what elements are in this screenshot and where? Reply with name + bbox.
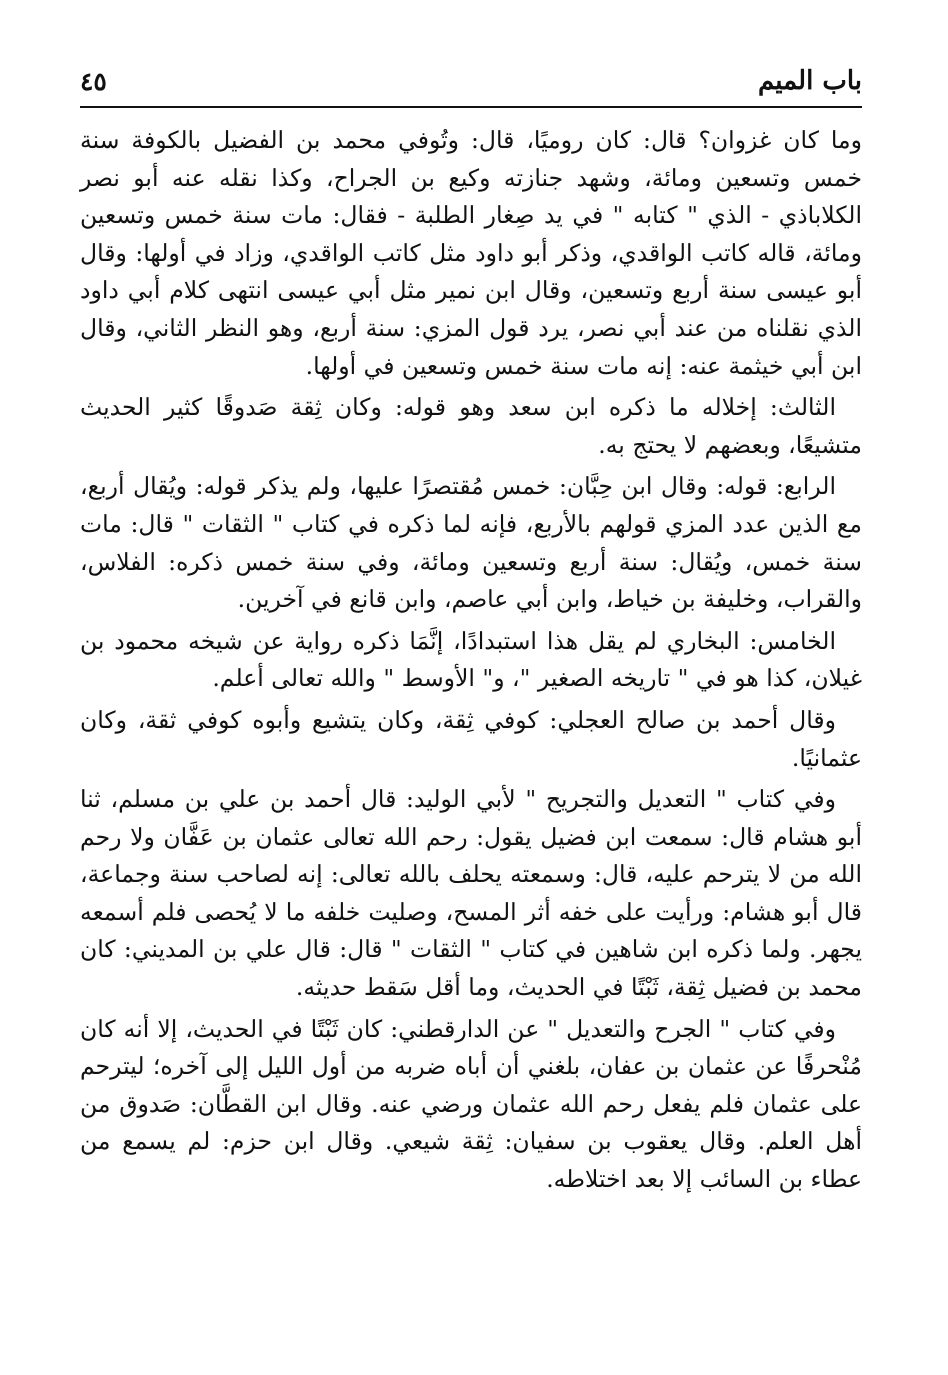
paragraph-5: وقال أحمد بن صالح العجلي: كوفي ثِقة، وكان يتشيع وأبوه كوفي ثقة، وكان عثمانيًا. xyxy=(80,705,862,772)
paragraph-6: وفي كتاب " التعديل والتجريح " لأبي الوليد: قال أحمد بن علي بن مسلم، ثنا أبو هشام قال: سمعت ابن فضيل يقول: رحم الله تعالى عثمان بن عَفَّان ولا رحم الله من لا يترحم عليه، قال: وسمعته يحلف بالله تعالى: إنه لصاحب سنة وجماعة، قال أبو هشام: ورأيت على خفه أثر المسح، وصليت خلفه ما لا يُحصى فلم أسمعه يجهر. ولما ذكره ابن شاهين في كتاب " الثقات " قال: قال علي بن المديني: كان محمد بن فضيل ثِقة، ثَبْتًا في الحديث، وما أقل سَقط حديثه. xyxy=(80,785,862,1002)
paragraph-7: وفي كتاب " الجرح والتعديل " عن الدارقطني: كان ثَبْتًا في الحديث، إلا أنه كان مُنْحرفًا عن عثمان بن عفان، بلغني أن أباه ضربه من أول الليل إلى آخره؛ ليترحم على عثمان فلم يفعل رحم الله عثمان ورضي عنه. وقال ابن القطَّان: صَدوق من أهل العلم. وقال يعقوب بن سفيان: ثِقة شيعي. وقال ابن حزم: لم يسمع من عطاء بن السائب إلا بعد اختلاطه. xyxy=(80,1014,862,1194)
paragraph-3: الرابع: قوله: وقال ابن حِبَّان: خمس مُقتصرًا عليها، ولم يذكر قوله: ويُقال أربع، مع الذين عدد المزي قولهم بالأربع، فإنه لما ذكره في كتاب " الثقات " قال: مات سنة خمس، ويُقال: سنة أربع وتسعين ومائة، وفي سنة خمس ذكره: الفلاس، والقراب، وخليفة بن خياط، وابن أبي عاصم، وابن قانع في آخرين. xyxy=(80,472,862,614)
page-body xyxy=(80,122,862,1199)
header-divider xyxy=(80,106,862,108)
paragraph-1: وما كان غزوان؟ قال: كان روميًا، قال: وتُوفي محمد بن الفضيل بالكوفة سنة خمس وتسعين ومائة، وشهد جنازته وكيع بن الجراح، وكذا نقله عنه أبو نصر الكلاباذي - الذي " كتابه " في يد صِغار الطلبة - فقال: مات سنة خمس وتسعين ومائة، قاله كاتب الواقدي، وذكر أبو داود مثل كاتب الواقدي، وزاد في أولها: وقال أبو عيسى سنة أربع وتسعين، وقال ابن نمير مثل أبي عيسى انتهى كلام أبي داود الذي نقلناه من عند أبي نصر، يرد قول المزي: سنة أربع، وهو النظر الثاني، وقال ابن أبي خيثمة عنه: إنه مات سنة خمس وتسعين في أولها. xyxy=(80,126,862,380)
paragraph-4: الخامس: البخاري لم يقل هذا استبدادًا، إنَّمَا ذكره رواية عن شيخه محمود بن غيلان، كذا هو في " تاريخه الصغير "، و" الأوسط " والله تعالى أعلم. xyxy=(80,626,862,693)
paragraph-2: الثالث: إخلاله ما ذكره ابن سعد وهو قوله: وكان ثِقة صَدوقًا كثير الحديث متشيعًا، وبعضهم لا يحتج به. xyxy=(80,393,862,459)
page-number: ٤٥ xyxy=(80,67,107,96)
page-header xyxy=(80,50,862,102)
chapter-title: باب الميم xyxy=(757,66,862,96)
